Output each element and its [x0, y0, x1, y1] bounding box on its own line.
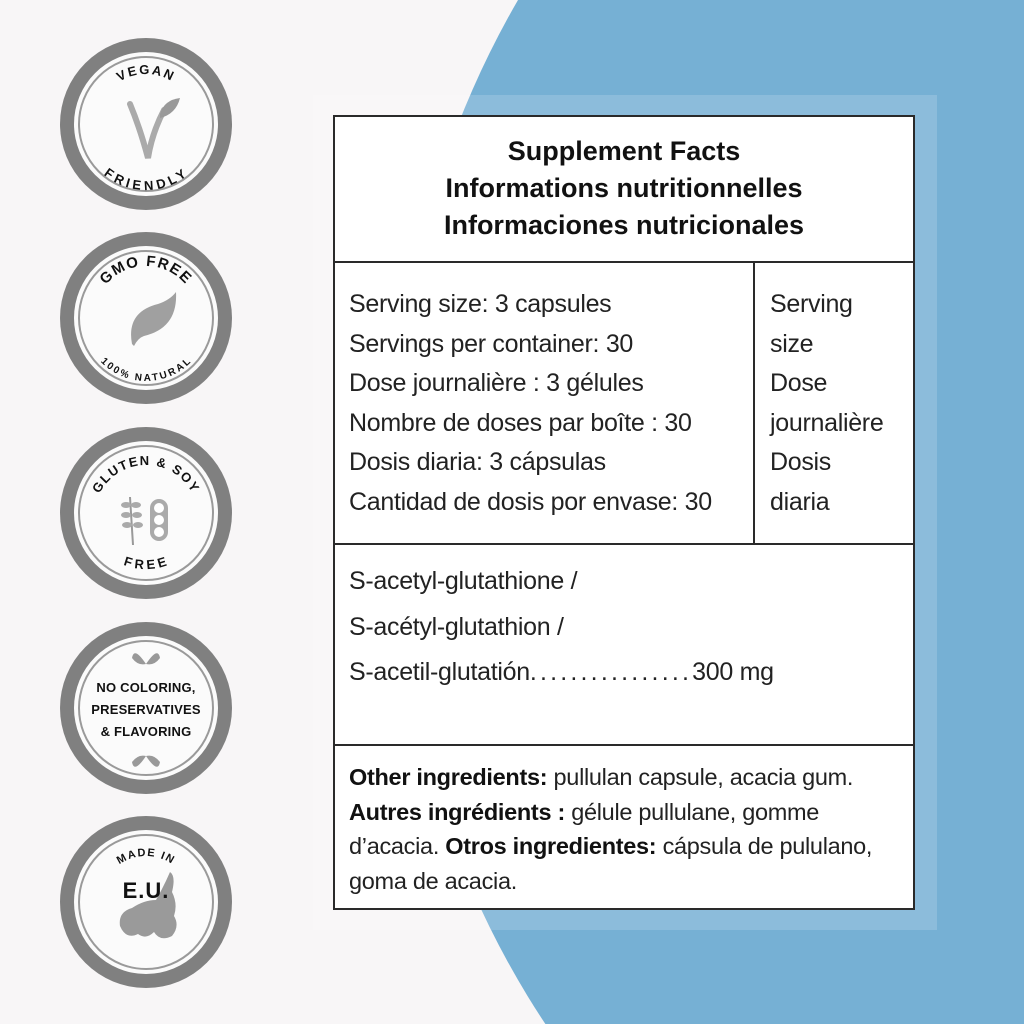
other-ingredients-label-en: Other ingredients: — [349, 764, 548, 790]
supplement-facts-table — [333, 115, 915, 910]
serving-line: Dosis diaria: 3 cápsulas — [349, 448, 606, 476]
svg-text:VEGAN: VEGAN — [113, 61, 179, 85]
serving-line: Serving size: 3 capsules — [349, 290, 612, 318]
ingredient-name-es: S-acetil-glutatión — [349, 658, 530, 686]
leaf-icon — [60, 232, 232, 404]
column-label: diaria — [770, 487, 830, 516]
ingredient-amount: 300 mg — [692, 658, 774, 686]
badge-gluten-soy-free — [60, 427, 232, 599]
other-ingredients-text-en: pullulan capsule, acacia gum. — [547, 764, 854, 790]
other-ingredients — [335, 746, 913, 908]
other-ingredients-label-fr: Autres ingrédients : — [349, 798, 565, 825]
serving-line: Cantidad de dosis por envase: 30 — [349, 487, 712, 516]
serving-line: Nombre de doses par boîte : 30 — [349, 408, 692, 437]
badge-no-additives — [60, 622, 232, 794]
column-label: journalière — [770, 408, 884, 437]
serving-section — [335, 261, 913, 545]
title-es: Informaciones nutricionales — [443, 210, 805, 240]
ingredient-name-en: S-acetyl-glutathione / — [349, 567, 578, 595]
badge-line: & FLAVORING — [100, 724, 192, 739]
svg-text:MADE IN: MADE IN — [114, 846, 178, 867]
ingredient-name-fr: S-acétyl-glutathion / — [349, 612, 564, 641]
badge-line: PRESERVATIVES — [91, 702, 201, 717]
badge-made-in-eu — [60, 816, 232, 988]
column-label: Dose — [770, 369, 828, 397]
wheat-soy-icon — [60, 427, 232, 599]
badge-eu-label: E.U. — [122, 878, 170, 903]
svg-text:100% NATURAL: 100% NATURAL — [98, 355, 194, 385]
facts-header — [335, 117, 913, 263]
ingredient-row — [349, 650, 913, 696]
leader-dots: ................ — [529, 658, 693, 686]
svg-text:FRIENDLY: FRIENDLY — [101, 164, 191, 194]
column-label: size — [770, 329, 814, 358]
badge-line: NO COLORING, — [96, 680, 196, 695]
active-ingredient-section — [335, 543, 913, 746]
column-label: Serving — [770, 290, 853, 318]
svg-text:GLUTEN & SOY: GLUTEN & SOY — [88, 452, 204, 496]
serving-info — [335, 261, 755, 543]
badge-vegan — [60, 38, 232, 210]
serving-line: Dose journalière : 3 gélules — [349, 369, 644, 397]
title-en: Supplement Facts — [507, 136, 741, 166]
badge-gmo-free — [60, 232, 232, 404]
column-label: Dosis — [770, 448, 832, 476]
svg-text:FREE: FREE — [122, 553, 170, 573]
serving-column-header — [757, 261, 913, 543]
other-ingredients-text-fr: gélule pullulane, gomme d’acacia. — [349, 798, 820, 859]
title-fr: Informations nutritionnelles — [445, 173, 803, 203]
other-ingredients-text-es: cápsula de pululano, goma de acacia. — [349, 833, 873, 894]
other-ingredients-label-es: Otros ingredientes: — [445, 833, 657, 859]
svg-text:GMO FREE: GMO FREE — [96, 252, 196, 288]
v-leaf-icon — [60, 38, 232, 210]
serving-line: Servings per container: 30 — [349, 329, 634, 358]
